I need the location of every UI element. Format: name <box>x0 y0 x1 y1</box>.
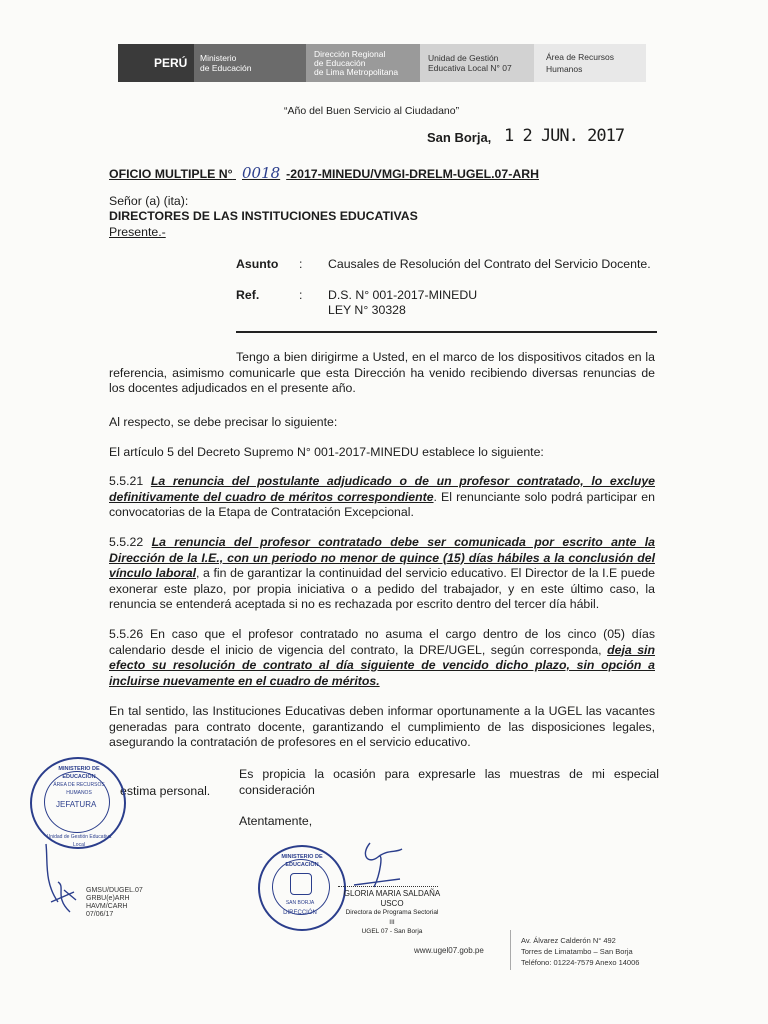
footer-website[interactable]: www.ugel07.gob.pe <box>414 946 484 955</box>
peru-text: PERÚ <box>154 56 188 70</box>
body-paragraph-2: Al respecto, se debe precisar lo siguiente: <box>109 415 338 429</box>
date-stamp: 1 2 JUN. 2017 <box>504 126 625 146</box>
oficio-number: 0018 <box>241 164 281 182</box>
body-paragraph-8: Es propicia la ocasión para expresarle las muestras de mi especial consideración <box>239 767 659 797</box>
ref-colon: : <box>299 288 303 302</box>
p1-text: Tengo a bien dirigirme a Usted, en el marco de los dispositivos citados en la referencia, asimismo comunicarle que esta Dirección ha venido recibiendo diversas renuncias de los docentes adjudicados en el presente año. <box>109 350 655 395</box>
ref-line1: D.S. N° 001-2017-MINEDU <box>328 288 478 302</box>
footer-address-line2: Torres de Limatambo – San Borja <box>521 947 633 956</box>
signature-block <box>342 889 442 937</box>
article-5-5-22 <box>109 535 655 613</box>
oficio-title <box>109 164 539 182</box>
initials-line: GRBU(e)ARH <box>86 895 130 902</box>
left-seal-text-4: Unidad de Gestión Educativa Local <box>46 834 112 848</box>
year-motto: “Año del Buen Servicio al Ciudadano” <box>284 105 460 117</box>
right-seal-text-1: MINISTERIO DE EDUCACIÓN <box>281 854 323 868</box>
header-ugel <box>420 44 534 82</box>
footer-phone: Teléfono: 01224-7579 Anexo 14006 <box>521 958 640 967</box>
salutation: Señor (a) (ita): <box>109 194 189 208</box>
body-paragraph-1 <box>109 350 655 397</box>
ref-divider <box>236 331 657 333</box>
article-emphasis: La renuncia del profesor contratado debe ser comunicada por escrito ante la Dirección de la I.E., con un periodo no menor de quince (15) días hábiles a la conclusión del vínculo laboral <box>109 535 655 580</box>
footer-divider <box>510 930 511 970</box>
place: San Borja, <box>427 130 492 145</box>
article-5-5-21 <box>109 474 655 521</box>
header-area <box>534 44 646 82</box>
article-rest: . El renunciante solo podrá participar en convocatorias de la Etapa de Contratación Excepcional. <box>109 489 655 519</box>
direccion-line2: de Educación <box>314 57 366 68</box>
initials-block <box>86 887 143 919</box>
right-seal-emblem <box>290 873 312 895</box>
signature-line <box>338 886 438 887</box>
left-seal-text-1: MINISTERIO DE EDUCACIÓN <box>58 766 100 780</box>
asunto-label: Asunto <box>236 257 279 271</box>
oficio-prefix: OFICIO MULTIPLE N° <box>109 167 233 181</box>
area-line1: Área de Recursos <box>546 52 615 62</box>
header-direccion <box>306 44 420 82</box>
left-seal-text-3: JEFATURA <box>56 800 97 809</box>
article-rest: , a fin de garantizar la continuidad del servicio educativo. El Director de la I.E puede exonerar este plazo, por propia iniciativa o a pedido del trabajador, y en este último caso, la renuncia se entenderá aceptada si no es rechazada por escrito dentro del tercer día hábil. <box>109 566 656 611</box>
initials-line: HAVM/CARH <box>86 903 128 910</box>
left-handwritten-initials <box>36 842 86 922</box>
asunto-colon: : <box>299 257 303 271</box>
article-number: 5.5.22 <box>109 535 144 549</box>
ugel-line1: Unidad de Gestión <box>428 53 499 63</box>
body-paragraph-3: El artículo 5 del Decreto Supremo N° 001-2017-MINEDU establece lo siguiente: <box>109 445 544 459</box>
right-seal-text-2: SAN BORJA <box>285 900 315 906</box>
ref-line2: LEY N° 30328 <box>328 303 406 317</box>
left-seal-stamp <box>30 757 126 849</box>
ministerio-line2: de Educación <box>200 63 252 73</box>
direccion-line1: Dirección Regional <box>314 48 386 59</box>
signatory-org: UGEL 07 - San Borja <box>361 928 423 935</box>
area-line2: Humanos <box>546 64 583 74</box>
article-emphasis: deja sin efecto su resolución de contrato al día siguiente de vencido dicho plazo, sin opción a incluirse nuevamente en el cuadro de méritos. <box>109 642 655 688</box>
signatory-role: Directora de Programa Sectorial III <box>345 909 439 926</box>
ref-label: Ref. <box>236 288 260 302</box>
footer-address-line1: Av. Álvarez Calderón N° 492 <box>521 936 616 945</box>
presente: Presente.- <box>109 225 166 239</box>
initials-line: 07/06/17 <box>86 911 114 918</box>
body-paragraph-7: En tal sentido, las Instituciones Educativas deben informar oportunamente a la UGEL las vacantes generadas para contrato docente, garantizando el cumplimiento de las disposiciones legales, asegurando la contratación de profesores en el servicio educativo. <box>109 704 655 749</box>
article-5-5-26 <box>109 627 655 689</box>
footer-address <box>521 935 639 968</box>
ministerio-line1: Ministerio <box>200 53 237 63</box>
right-seal-text-3: DIRECCIÓN <box>283 910 317 916</box>
body-paragraph-8b: estima personal. <box>120 784 211 798</box>
article-start: 5.5.26 En caso que el profesor contratado no asuma el cargo dentro de los cinco (05) días calendario desde el inicio de vigencia del contrato, la DRE/UGEL, según corresponda, <box>109 627 655 657</box>
article-number: 5.5.21 <box>109 474 144 488</box>
left-seal-text-2: ÁREA DE RECURSOS HUMANOS <box>53 782 105 796</box>
header-peru <box>118 44 194 82</box>
initials-line: GMSU/DUGEL.07 <box>86 887 143 894</box>
recipients: DIRECTORES DE LAS INSTITUCIONES EDUCATIVAS <box>109 209 418 223</box>
asunto-text: Causales de Resolución del Contrato del Servicio Docente. <box>328 257 651 271</box>
signatory-name: GLORIA MARIA SALDAÑA USCO <box>343 889 441 908</box>
right-seal-stamp <box>258 845 346 931</box>
article-emphasis: La renuncia del postulante adjudicado o de un profesor contratado, lo excluye definitivamente del cuadro de méritos correspondiente <box>109 474 656 504</box>
oficio-suffix: -2017-MINEDU/VMGI-DRELM-UGEL.07-ARH <box>286 167 539 181</box>
header-ministerio <box>194 44 306 82</box>
direccion-line3: de Lima Metropolitana <box>314 66 399 77</box>
closing: Atentamente, <box>239 814 313 828</box>
ugel-line2: Educativa Local N° 07 <box>428 63 512 73</box>
